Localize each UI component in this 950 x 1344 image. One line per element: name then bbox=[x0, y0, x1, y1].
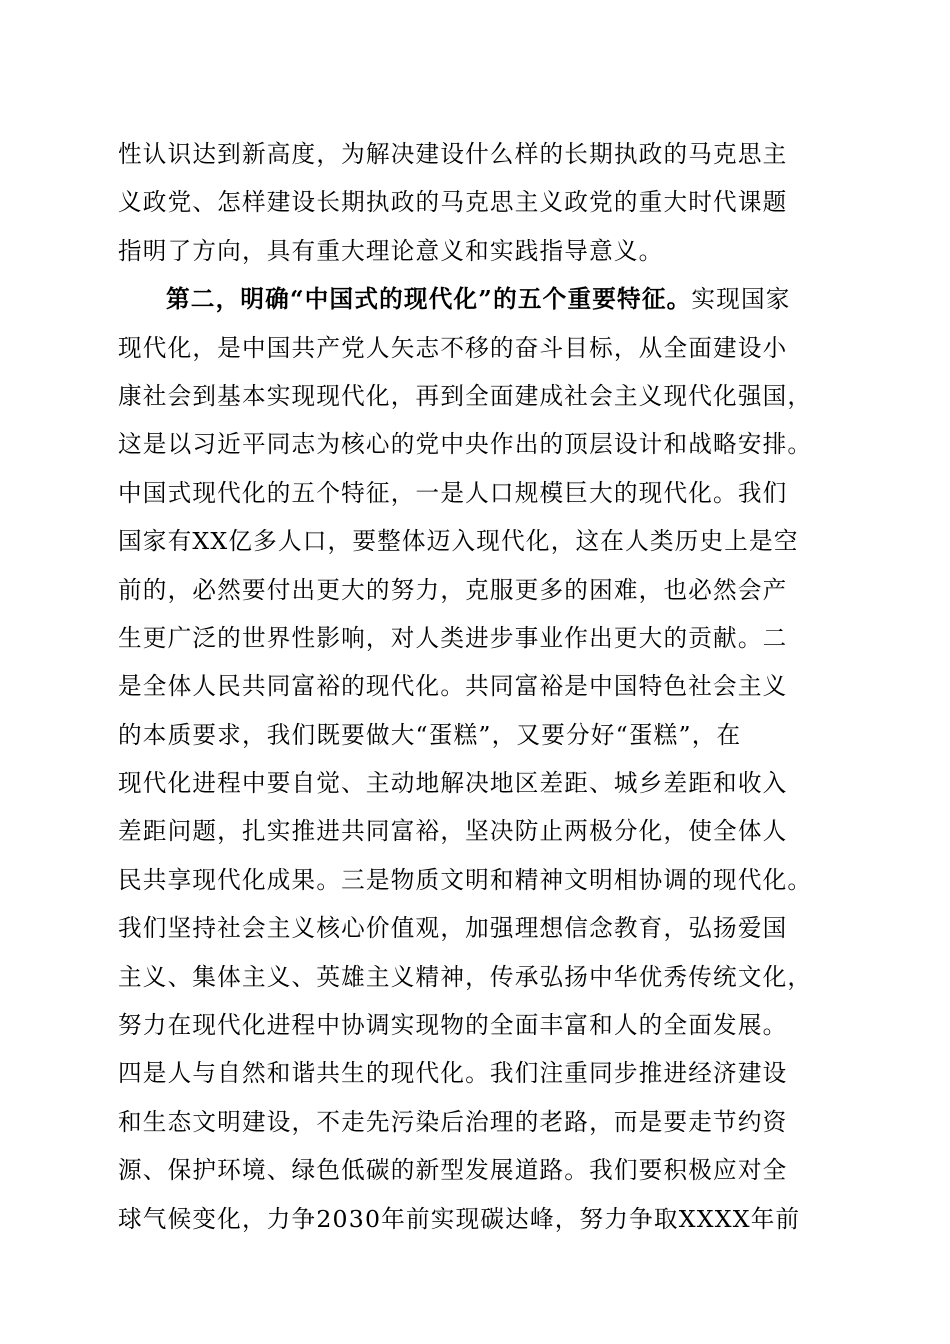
text-line: 这是以习近平同志为核心的党中央作出的顶层设计和战略安排。 bbox=[118, 430, 813, 459]
text-line: 我们坚持社会主义核心价值观，加强理想信念教育，弘扬爱国 bbox=[118, 914, 788, 943]
text-line: 民共享现代化成果。三是物质文明和精神文明相协调的现代化。 bbox=[118, 865, 813, 894]
text-line: 现代化，是中国共产党人矢志不移的奋斗目标，从全面建设小 bbox=[118, 333, 788, 362]
text-line: 源、保护环境、绿色低碳的新型发展道路。我们要积极应对全 bbox=[118, 1156, 788, 1185]
text-line: 性认识达到新高度，为解决建设什么样的长期执政的马克思主 bbox=[118, 140, 788, 168]
text-line: 国家有XX亿多人口，要整体迈入现代化，这在人类历史上是空 bbox=[118, 527, 799, 556]
text-line: 努力在现代化进程中协调实现物的全面丰富和人的全面发展。 bbox=[118, 1011, 788, 1040]
text-line: 的本质要求，我们既要做大“蛋糕”，又要分好“蛋糕”，在 bbox=[118, 720, 742, 749]
text-line: 四是人与自然和谐共生的现代化。我们注重同步推进经济建设 bbox=[118, 1059, 788, 1088]
text-line: 差距问题，扎实推进共同富裕，坚决防止两极分化，使全体人 bbox=[118, 817, 788, 846]
text-line: 生更广泛的世界性影响，对人类进步事业作出更大的贡献。二 bbox=[118, 623, 788, 652]
text-line: 指明了方向，具有重大理论意义和实践指导意义。 bbox=[118, 236, 664, 265]
text-line: 现代化进程中要自觉、主动地解决地区差距、城乡差距和收入 bbox=[118, 769, 788, 798]
text-line: 球气候变化，力争2030年前实现碳达峰，努力争取XXXX年前 bbox=[118, 1204, 801, 1233]
section-heading-line bbox=[118, 275, 830, 323]
text-line: 和生态文明建设，不走先污染后治理的老路，而是要走节约资 bbox=[118, 1107, 788, 1136]
text-line: 康社会到基本实现现代化，再到全面建成社会主义现代化强国， bbox=[118, 381, 813, 410]
text-line: 中国式现代化的五个特征，一是人口规模巨大的现代化。我们 bbox=[118, 478, 788, 507]
section-heading: 第二，明确“中国式的现代化”的五个重要特征。 bbox=[166, 285, 692, 314]
heading-continuation: 实现国家 bbox=[691, 285, 791, 314]
body-text bbox=[118, 130, 830, 1243]
text-line: 主义、集体主义、英雄主义精神，传承弘扬中华优秀传统文化， bbox=[118, 962, 813, 991]
text-line: 义政党、怎样建设长期执政的马克思主义政党的重大时代课题 bbox=[118, 188, 788, 217]
text-line: 前的，必然要付出更大的努力，克服更多的困难，也必然会产 bbox=[118, 575, 788, 604]
text-line: 是全体人民共同富裕的现代化。共同富裕是中国特色社会主义 bbox=[118, 672, 788, 701]
